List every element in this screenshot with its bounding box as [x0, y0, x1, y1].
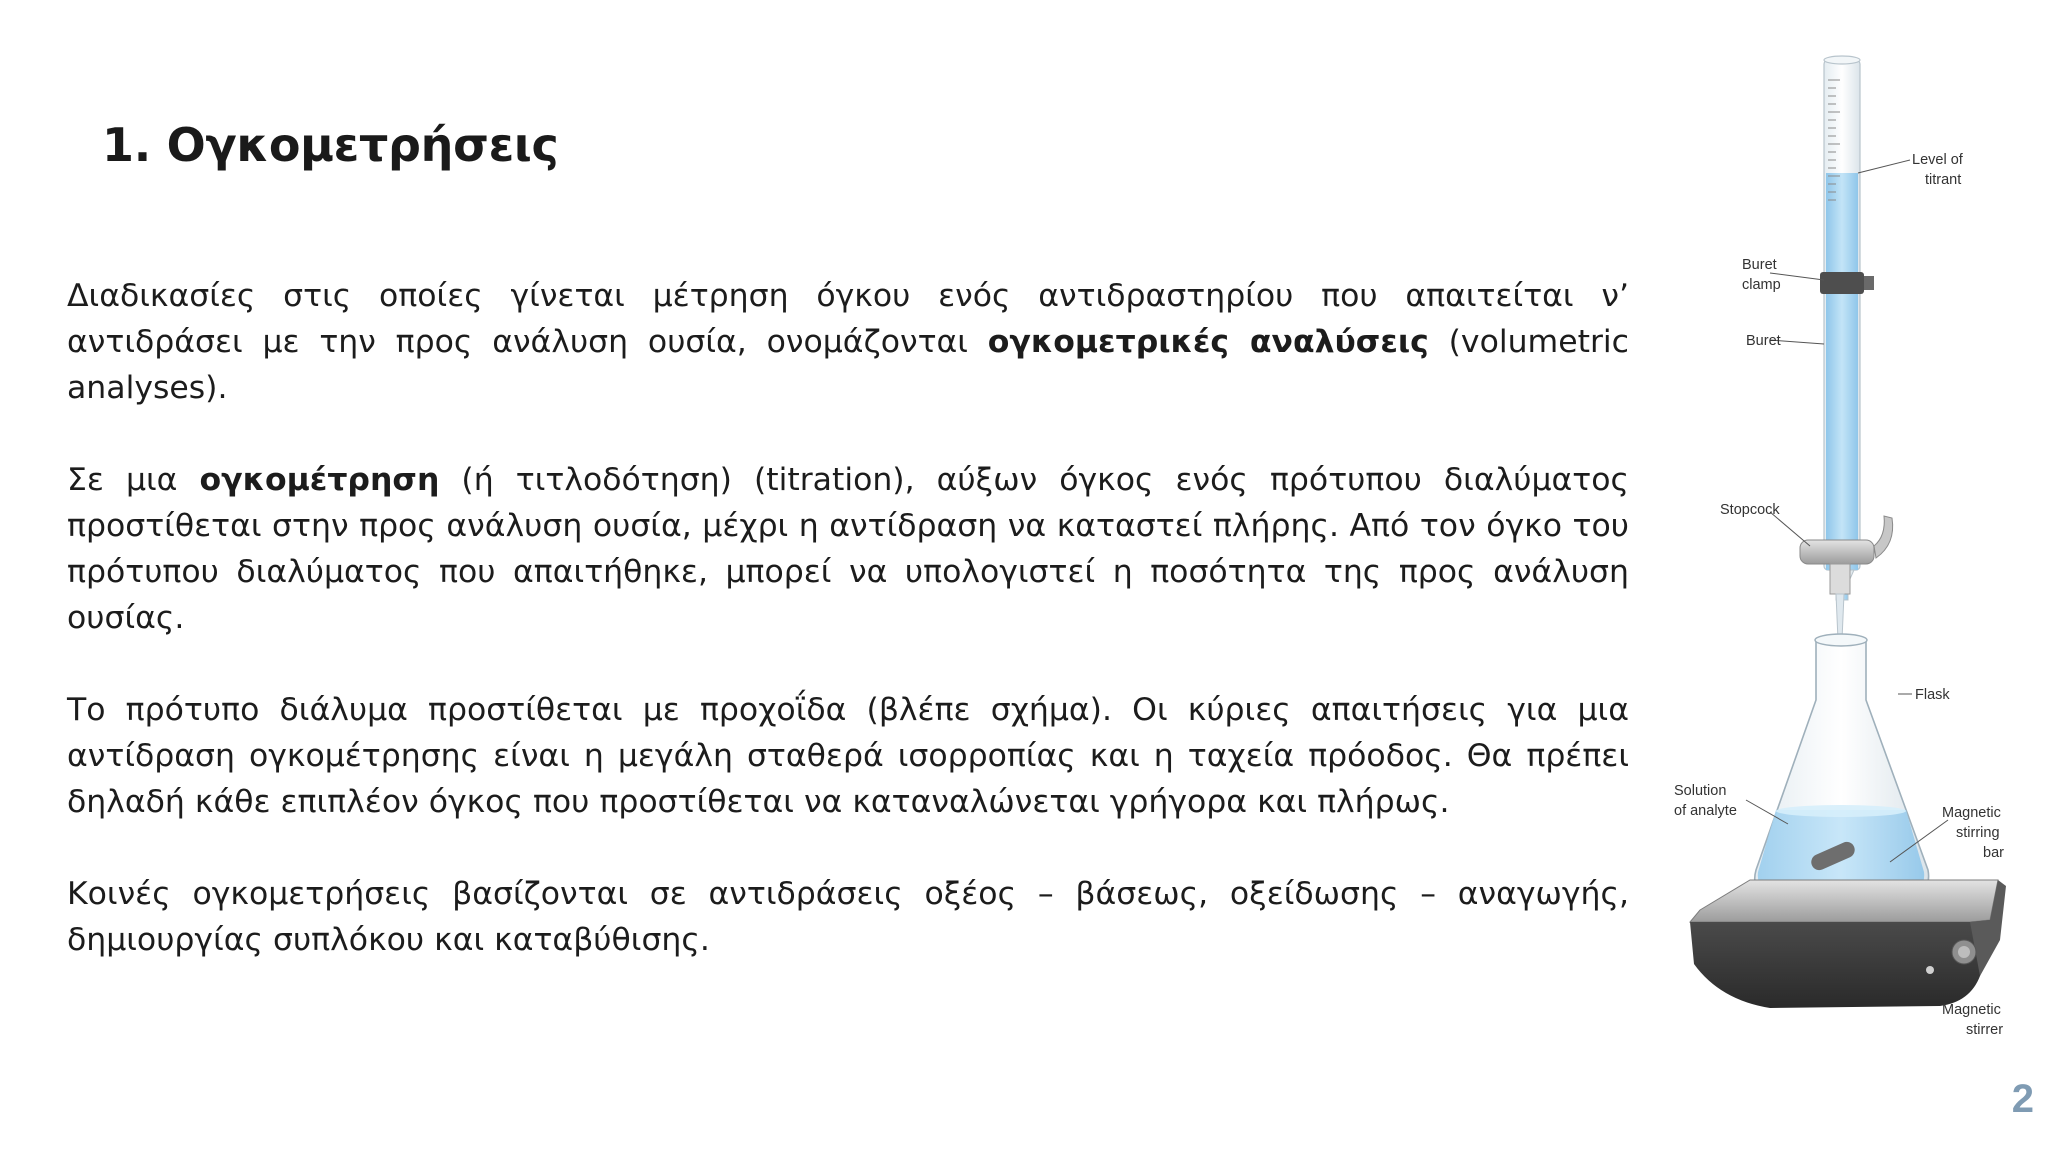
text-run: Το πρότυπο διάλυμα προστίθεται με προχοΐδα (βλέπε σχήμα). Οι κύριες απαιτήσεις για μια αντίδραση ογκομέτρησης είναι η μεγάλη σταθερά ισορροπίας και η ταχεία πρόοδος. Θα πρέπει δηλαδή κάθε επιπλέον όγκος που προστίθεται να καταναλώνεται γρήγορα και πλήρως.: [67, 692, 1629, 820]
bold-term: ογκομετρικές αναλύσεις: [987, 324, 1429, 360]
label-stirring-bar-1: Magnetic: [1942, 805, 2001, 821]
slide-title: 1. Ογκομετρήσεις: [102, 118, 559, 172]
paragraph: [67, 273, 1629, 411]
label-stirring-bar-2: stirring: [1956, 825, 2000, 841]
paragraph: [67, 871, 1629, 963]
flask: [1755, 634, 1929, 896]
magnetic-stirrer: [1690, 880, 2006, 1008]
paragraph: [67, 457, 1629, 641]
label-buret-clamp-1: Buret: [1742, 257, 1777, 273]
label-solution-2: of analyte: [1674, 803, 1737, 819]
label-buret-clamp-2: clamp: [1742, 277, 1781, 293]
label-magnetic-stirrer-1: Magnetic: [1942, 1002, 2001, 1018]
text-run: Διαδικασίες στις οποίες γίνεται μέτρηση όγκου ενός αντιδραστηρίου που απαιτείται ν’ αντιδράσει με την προς ανάλυση ουσία, ονομάζονται: [67, 278, 1629, 360]
bold-term: ογκομέτρηση: [199, 462, 440, 498]
text-run: Σε μια: [67, 462, 200, 498]
text-run: Κοινές ογκομετρήσεις βασίζονται σε αντιδράσεις οξέος – βάσεως, οξείδωσης – αναγωγής, δημιουργίας συπλόκου και καταβύθισης.: [67, 876, 1629, 958]
label-stopcock: Stopcock: [1720, 502, 1780, 518]
label-buret: Buret: [1746, 333, 1781, 349]
page-number: 2: [2011, 1077, 2034, 1121]
paragraph: [67, 687, 1629, 825]
slide-body: [67, 273, 1629, 963]
buret-clamp: [1820, 272, 1874, 294]
label-level-of-titrant-1: Level of: [1912, 152, 1963, 168]
titration-illustration: [1660, 40, 2020, 1060]
label-magnetic-stirrer-2: stirrer: [1966, 1022, 2004, 1038]
buret: [1824, 56, 1860, 600]
text-run: (ή τιτλοδότηση) (titration), αύξων όγκος ενός πρότυπου διαλύματος προστίθεται στην προς ανάλυση ουσία, μέχρι η αντίδραση να καταστεί πλήρης. Από τον όγκο του πρότυπου διαλύματος που απαιτήθηκε, μπορεί να υπολογιστεί η ποσότητα της προς ανάλυση ουσίας.: [67, 462, 1629, 636]
text-run: (volumetric analyses).: [67, 324, 1629, 406]
label-level-of-titrant-2: titrant: [1925, 172, 1962, 188]
label-stirring-bar-3: bar: [1983, 845, 2004, 861]
titration-figure: [1660, 40, 2020, 1060]
label-flask: Flask: [1915, 687, 1950, 703]
label-solution-1: Solution: [1674, 783, 1727, 799]
